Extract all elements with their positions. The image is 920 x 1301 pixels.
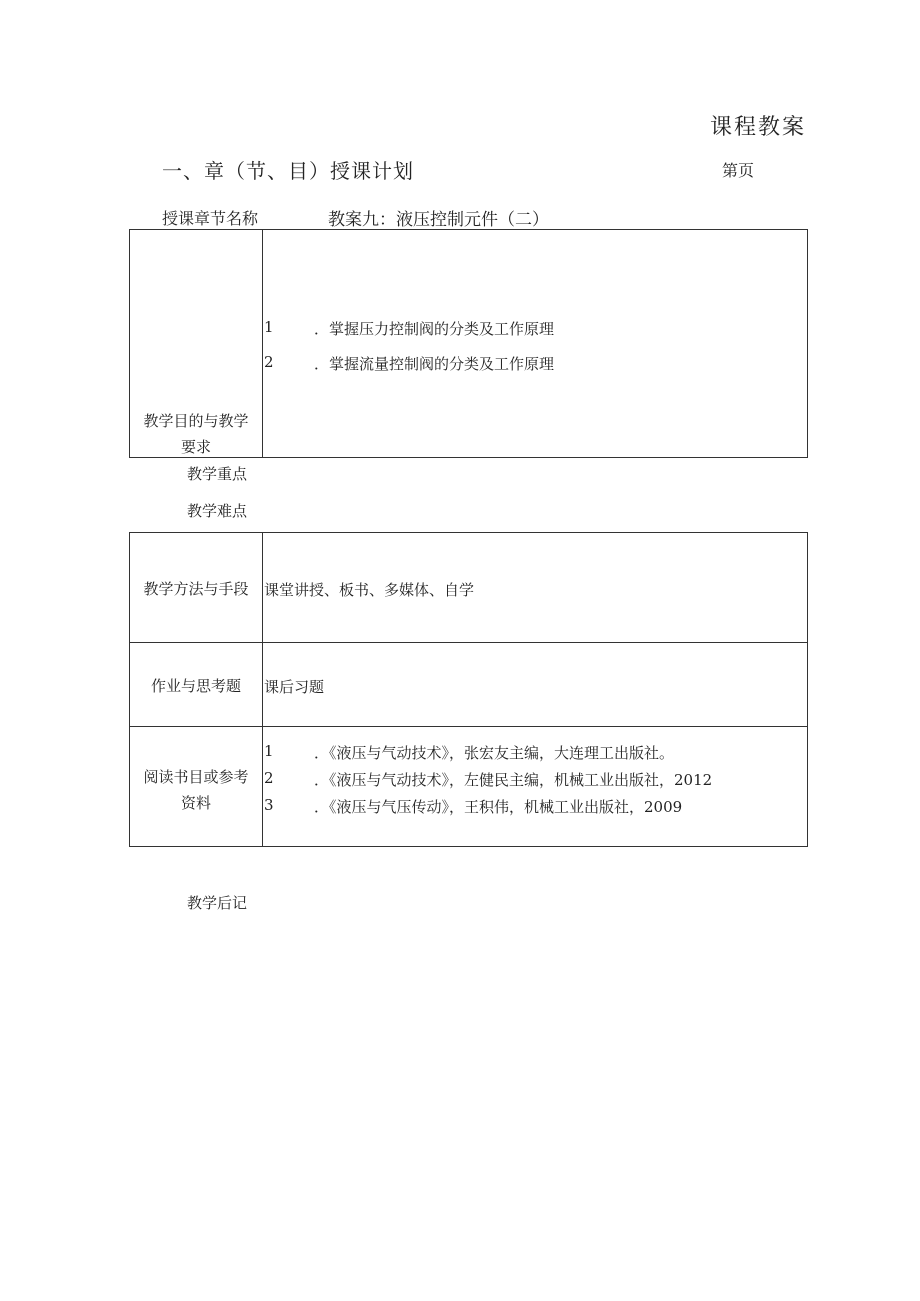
key-points-label: 教学重点 [187,465,248,483]
methods-label: 教学方法与手段 [143,580,249,598]
reference-item-3-num: 3 [264,796,274,814]
reference-item-1-num: 1 [264,742,274,760]
objectives-label-line2: 要求 [180,438,211,456]
objective-item-2-text: ．掌握流量控制阀的分类及工作原理 [314,355,555,373]
references-label-line1: 阅读书目或参考 [143,768,249,786]
page-number-label: 第页 [722,161,755,180]
reference-item-1-text: ．《液压与气动技术》，张宏友主编，大连理工出版社。 [314,744,675,762]
homework-label: 作业与思考题 [150,677,241,695]
reference-item-3-text: ．《液压与气压传动》，王积伟，机械工业出版社，2009 [314,798,683,816]
section-heading: 一、章（节、目）授课计划 [162,159,414,183]
homework-value: 课后习题 [264,678,325,696]
objectives-divider [262,229,263,458]
objective-item-1-num: 1 [264,318,274,336]
reference-item-2-num: 2 [264,769,274,787]
postscript-label: 教学后记 [187,894,248,912]
difficulties-label: 教学难点 [187,502,248,520]
objective-item-2-num: 2 [264,353,274,371]
references-label [130,764,262,816]
document-title: 课程教案 [710,115,807,140]
methods-table-divider [262,532,263,847]
methods-row-separator [129,642,808,643]
objective-item-1-text: ．掌握压力控制阀的分类及工作原理 [314,320,555,338]
chapter-name-label: 授课章节名称 [162,209,259,228]
objectives-label [130,408,262,460]
references-label-line2: 资料 [180,794,211,812]
methods-value: 课堂讲授、板书、多媒体、自学 [264,581,475,599]
objectives-label-line1: 教学目的与教学 [143,412,249,430]
homework-row-separator [129,726,808,727]
chapter-name-value: 教案九：液压控制元件（二） [328,210,549,230]
reference-item-2-text: ．《液压与气动技术》，左健民主编，机械工业出版社，2012 [314,771,713,789]
